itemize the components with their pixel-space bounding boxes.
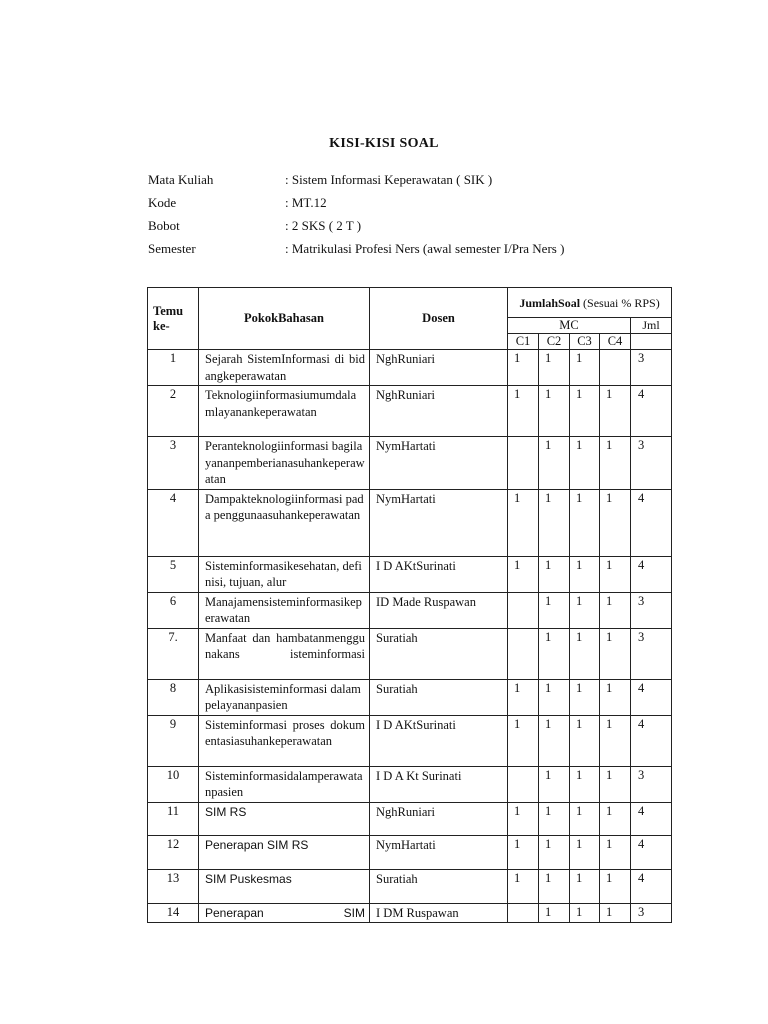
cell-jml: 3: [631, 350, 672, 386]
cell-c3: 1: [570, 835, 600, 869]
cell-c1: [508, 592, 539, 628]
meta-label: Kode: [148, 195, 177, 210]
cell-dosen: NghRuniari: [370, 386, 508, 437]
header-jumlah-soal: [508, 288, 672, 318]
cell-temu-ke: 6: [148, 592, 199, 628]
meta-value: : Sistem Informasi Keperawatan ( SIK ): [285, 172, 493, 187]
cell-c3: 1: [570, 802, 600, 835]
cell-temu-ke: 13: [148, 869, 199, 903]
header-c3: C3: [570, 334, 600, 350]
cell-c2: 1: [539, 903, 570, 923]
cell-c3: 1: [570, 715, 600, 766]
cell-c3: 1: [570, 869, 600, 903]
header-jumlah-soal-bold: JumlahSoal: [519, 295, 581, 310]
cell-c4: 1: [600, 489, 631, 556]
cell-c1: 1: [508, 802, 539, 835]
cell-c1: [508, 766, 539, 802]
cell-c4: 1: [600, 715, 631, 766]
cell-temu-ke: 10: [148, 766, 199, 802]
cell-temu-ke: 3: [148, 437, 199, 490]
cell-c1: [508, 903, 539, 923]
cell-c1: 1: [508, 679, 539, 715]
cell-jml: 3: [631, 628, 672, 679]
table-row: [148, 766, 672, 802]
cell-dosen: Suratiah: [370, 628, 508, 679]
course-info: [148, 170, 564, 262]
cell-pokok-bahasan: Aplikasisisteminformasi dalampelayananpasien: [199, 679, 370, 715]
header-c4: C4: [600, 334, 631, 350]
cell-pokok-bahasan: Penerapan SIM RS: [199, 835, 370, 869]
cell-c2: 1: [539, 628, 570, 679]
cell-c1: 1: [508, 489, 539, 556]
meta-label: Bobot: [148, 218, 180, 233]
cell-pokok-bahasan: Teknologiinformasiumumdalamlayanankeperawatan: [199, 386, 370, 437]
cell-dosen: NymHartati: [370, 835, 508, 869]
table-row: [148, 350, 672, 386]
cell-c3: 1: [570, 489, 600, 556]
cell-c1: 1: [508, 350, 539, 386]
cell-temu-ke: 8: [148, 679, 199, 715]
cell-c1: [508, 628, 539, 679]
cell-pokok-bahasan: SIM Puskesmas: [199, 869, 370, 903]
cell-jml: 3: [631, 903, 672, 923]
meta-value: : MT.12: [285, 195, 327, 210]
header-jml: Jml: [631, 318, 672, 334]
header-dosen: Dosen: [370, 288, 508, 350]
table-row: [148, 715, 672, 766]
cell-c3: 1: [570, 679, 600, 715]
cell-c2: 1: [539, 489, 570, 556]
table-row: [148, 869, 672, 903]
cell-pokok-bahasan: Manajamensisteminformasikeperawatan: [199, 592, 370, 628]
cell-dosen: NghRuniari: [370, 350, 508, 386]
cell-c4: 1: [600, 869, 631, 903]
cell-pokok-bahasan: Sisteminformasi proses dokumentasiasuhankeperawatan: [199, 715, 370, 766]
cell-pokok-bahasan: Sisteminformasidalamperawatanpasien: [199, 766, 370, 802]
cell-c4: 1: [600, 592, 631, 628]
header-temu: [148, 288, 199, 350]
cell-jml: 3: [631, 437, 672, 490]
table-row: [148, 386, 672, 437]
table-row: [148, 489, 672, 556]
cell-dosen: Suratiah: [370, 869, 508, 903]
cell-c2: 1: [539, 556, 570, 592]
cell-dosen: I D AKtSurinati: [370, 715, 508, 766]
cell-c2: 1: [539, 679, 570, 715]
cell-c4: 1: [600, 556, 631, 592]
cell-dosen: NymHartati: [370, 489, 508, 556]
cell-c3: 1: [570, 350, 600, 386]
cell-c1: 1: [508, 386, 539, 437]
cell-jml: 4: [631, 556, 672, 592]
cell-c2: 1: [539, 766, 570, 802]
cell-c1: 1: [508, 556, 539, 592]
cell-jml: 4: [631, 835, 672, 869]
cell-c4: 1: [600, 903, 631, 923]
cell-c4: 1: [600, 835, 631, 869]
header-jumlah-soal-rest: (Sesuai % RPS): [580, 295, 660, 310]
table-row: [148, 835, 672, 869]
cell-c4: [600, 350, 631, 386]
cell-c2: 1: [539, 802, 570, 835]
cell-c3: 1: [570, 437, 600, 490]
table-body: [148, 350, 672, 923]
cell-c3: 1: [570, 556, 600, 592]
cell-c4: 1: [600, 766, 631, 802]
cell-jml: 4: [631, 802, 672, 835]
header-c2: C2: [539, 334, 570, 350]
document-title: KISI-KISI SOAL: [329, 136, 439, 151]
cell-c1: [508, 437, 539, 490]
cell-jml: 4: [631, 386, 672, 437]
header-mc: MC: [508, 318, 631, 334]
cell-pokok-bahasan: Sejarah SistemInformasi di bidangkeperawatan: [199, 350, 370, 386]
cell-jml: 3: [631, 592, 672, 628]
header-temu-label: Temu ke-: [153, 303, 184, 333]
table-row: [148, 592, 672, 628]
meta-row-semester: [148, 239, 564, 262]
cell-pokok-bahasan: Penerapan SIM: [199, 903, 370, 923]
cell-dosen: Suratiah: [370, 679, 508, 715]
cell-c2: 1: [539, 715, 570, 766]
cell-pokok-bahasan: Dampakteknologiinformasi pada penggunaasuhankeperawatan: [199, 489, 370, 556]
cell-temu-ke: 12: [148, 835, 199, 869]
cell-pokok-bahasan: Sisteminformasikesehatan, definisi, tujuan, alur: [199, 556, 370, 592]
cell-jml: 4: [631, 869, 672, 903]
cell-c3: 1: [570, 386, 600, 437]
header-c1: C1: [508, 334, 539, 350]
cell-c1: 1: [508, 715, 539, 766]
cell-temu-ke: 1: [148, 350, 199, 386]
cell-temu-ke: 9: [148, 715, 199, 766]
cell-pokok-bahasan: SIM RS: [199, 802, 370, 835]
header-jml-empty: [631, 334, 672, 350]
cell-dosen: I D A Kt Surinati: [370, 766, 508, 802]
cell-dosen: NghRuniari: [370, 802, 508, 835]
cell-c1: 1: [508, 869, 539, 903]
cell-c3: 1: [570, 766, 600, 802]
cell-pokok-bahasan: Peranteknologiinformasi bagilayananpemberianasuhankeperawatan: [199, 437, 370, 490]
cell-jml: 3: [631, 766, 672, 802]
cell-c3: 1: [570, 903, 600, 923]
meta-row-bobot: [148, 216, 564, 239]
cell-temu-ke: 5: [148, 556, 199, 592]
table-row: [148, 679, 672, 715]
cell-c3: 1: [570, 628, 600, 679]
cell-c2: 1: [539, 437, 570, 490]
cell-c4: 1: [600, 628, 631, 679]
cell-c2: 1: [539, 592, 570, 628]
meta-label: Mata Kuliah: [148, 172, 214, 187]
cell-dosen: NymHartati: [370, 437, 508, 490]
cell-temu-ke: 7.: [148, 628, 199, 679]
cell-c2: 1: [539, 386, 570, 437]
meta-row-kode: [148, 193, 564, 216]
cell-temu-ke: 14: [148, 903, 199, 923]
cell-c4: 1: [600, 679, 631, 715]
table-row: [148, 556, 672, 592]
cell-c4: 1: [600, 386, 631, 437]
kisi-kisi-table: [147, 287, 672, 923]
cell-pokok-bahasan: Manfaat dan hambatanmenggunakans isteminformasi: [199, 628, 370, 679]
cell-temu-ke: 11: [148, 802, 199, 835]
table-row: [148, 437, 672, 490]
cell-c2: 1: [539, 869, 570, 903]
table-row: [148, 802, 672, 835]
table-row: [148, 903, 672, 923]
cell-temu-ke: 2: [148, 386, 199, 437]
meta-value: : Matrikulasi Profesi Ners (awal semester I/Pra Ners ): [285, 241, 565, 256]
cell-dosen: I D AKtSurinati: [370, 556, 508, 592]
cell-c4: 1: [600, 802, 631, 835]
meta-row-mata-kuliah: [148, 170, 564, 193]
cell-c1: 1: [508, 835, 539, 869]
meta-label: Semester: [148, 241, 196, 256]
cell-c2: 1: [539, 350, 570, 386]
cell-dosen: ID Made Ruspawan: [370, 592, 508, 628]
cell-c2: 1: [539, 835, 570, 869]
cell-dosen: I DM Ruspawan: [370, 903, 508, 923]
cell-c3: 1: [570, 592, 600, 628]
cell-jml: 4: [631, 679, 672, 715]
cell-jml: 4: [631, 715, 672, 766]
cell-c4: 1: [600, 437, 631, 490]
header-pokok-bahasan: PokokBahasan: [199, 288, 370, 350]
table-row: [148, 628, 672, 679]
cell-jml: 4: [631, 489, 672, 556]
meta-value: : 2 SKS ( 2 T ): [285, 218, 362, 233]
cell-temu-ke: 4: [148, 489, 199, 556]
